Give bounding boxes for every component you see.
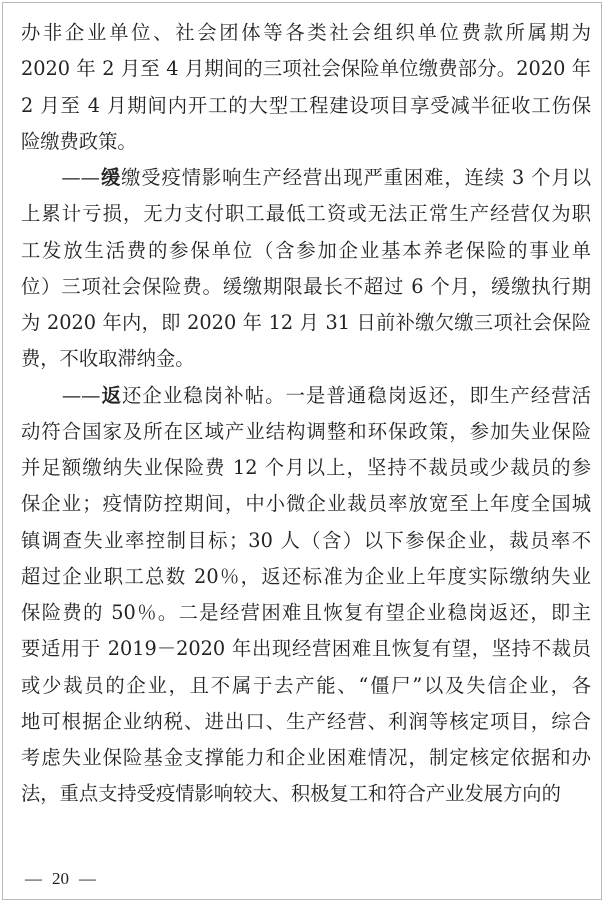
text-line	[21, 486, 591, 522]
line-text: 上累计亏损，无力支付职工最低工资或无法正常生产经营仅为职	[21, 202, 591, 226]
document-body	[21, 15, 591, 813]
line-text: 费，不收取滞纳金。	[21, 347, 195, 371]
page-footer	[25, 869, 96, 889]
line-text: 动符合国家及所在区域产业结构调整和环保政策，参加失业保险	[21, 419, 591, 443]
text-line	[21, 305, 591, 341]
text-line	[21, 776, 591, 812]
line-text: 超过企业职工总数 20％，返还标准为企业上年度实际缴纳失业	[21, 564, 591, 588]
text-line	[21, 196, 591, 232]
footer-dash-left: —	[25, 869, 42, 888]
text-line	[21, 233, 591, 269]
dash-prefix: ——	[21, 166, 100, 189]
text-line	[21, 595, 591, 631]
line-text: 保险费的 50％。二是经营困难且恢复有望企业稳岗返还，即主	[21, 601, 591, 624]
text-line	[21, 88, 591, 124]
line-text: 要适用于 2019－2020 年出现经营困难且恢复有望，坚持不裁员	[21, 637, 591, 661]
text-line	[21, 450, 591, 486]
line-text: 保企业；疫情防控期间，中小微企业裁员率放宽至上年度全国城	[21, 492, 591, 516]
text-line	[21, 51, 591, 87]
line-text: 位）三项社会保险费。缓缴期限最长不超过 6 个月，缓缴执行期	[21, 274, 591, 298]
text-line	[21, 559, 591, 595]
text-line	[21, 341, 591, 377]
policy-keyword: 缓	[99, 166, 122, 189]
line-text: 险缴费政策。	[21, 129, 137, 153]
text-line	[21, 269, 591, 305]
line-text: 2020 年 2 月至 4 月期间的三项社会保险单位缴费部分。2020 年	[21, 57, 591, 81]
document-page	[2, 2, 602, 900]
line-text: 镇调查失业率控制目标；30 人（含）以下参保企业，裁员率不	[21, 528, 591, 552]
paragraph	[21, 378, 591, 813]
dash-prefix: ——	[21, 383, 101, 407]
page-number: 20	[52, 869, 69, 888]
paragraph	[21, 160, 591, 378]
text-line	[21, 523, 591, 559]
line-text: 并足额缴纳失业保险费 12 个月以上，坚持不裁员或少裁员的参	[21, 456, 591, 479]
line-text: 或少裁员的企业，且不属于去产能、“僵尸”以及失信企业，各	[21, 673, 591, 697]
text-line	[21, 15, 591, 51]
line-text: 地可根据企业纳税、进出口、生产经营、利润等核定项目，综合	[21, 709, 591, 733]
text-line	[21, 124, 591, 160]
text-line	[21, 631, 591, 667]
policy-keyword: 返	[100, 383, 123, 407]
text-line	[21, 378, 591, 414]
line-text: 法，重点支持受疫情影响较大、积极复工和符合产业发展方向的	[21, 782, 561, 806]
line-text: 工发放生活费的参保单位（含参加企业基本养老保险的事业单	[21, 238, 591, 262]
line-text: 还企业稳岗补帖。一是普通稳岗返还，即生产经营活	[122, 383, 591, 407]
text-line	[21, 414, 591, 450]
line-text: 为 2020 年内，即 2020 年 12 月 31 日前补缴欠缴三项社会保险	[21, 311, 591, 334]
line-text: 缴受疫情影响生产经营出现严重困难，连续 3 个月以	[121, 166, 591, 189]
line-text: 考虑失业保险基金支撑能力和企业困难情况，制定核定依据和办	[21, 746, 591, 769]
line-text: 办非企业单位、社会团体等各类社会组织单位费款所属期为	[21, 21, 591, 44]
text-line	[21, 160, 591, 196]
text-line	[21, 740, 591, 776]
text-line	[21, 704, 591, 740]
text-line	[21, 668, 591, 704]
paragraph	[21, 15, 591, 160]
line-text: 2 月至 4 月期间内开工的大型工程建设项目享受减半征收工伤保	[21, 93, 591, 117]
footer-dash-right: —	[79, 869, 96, 888]
